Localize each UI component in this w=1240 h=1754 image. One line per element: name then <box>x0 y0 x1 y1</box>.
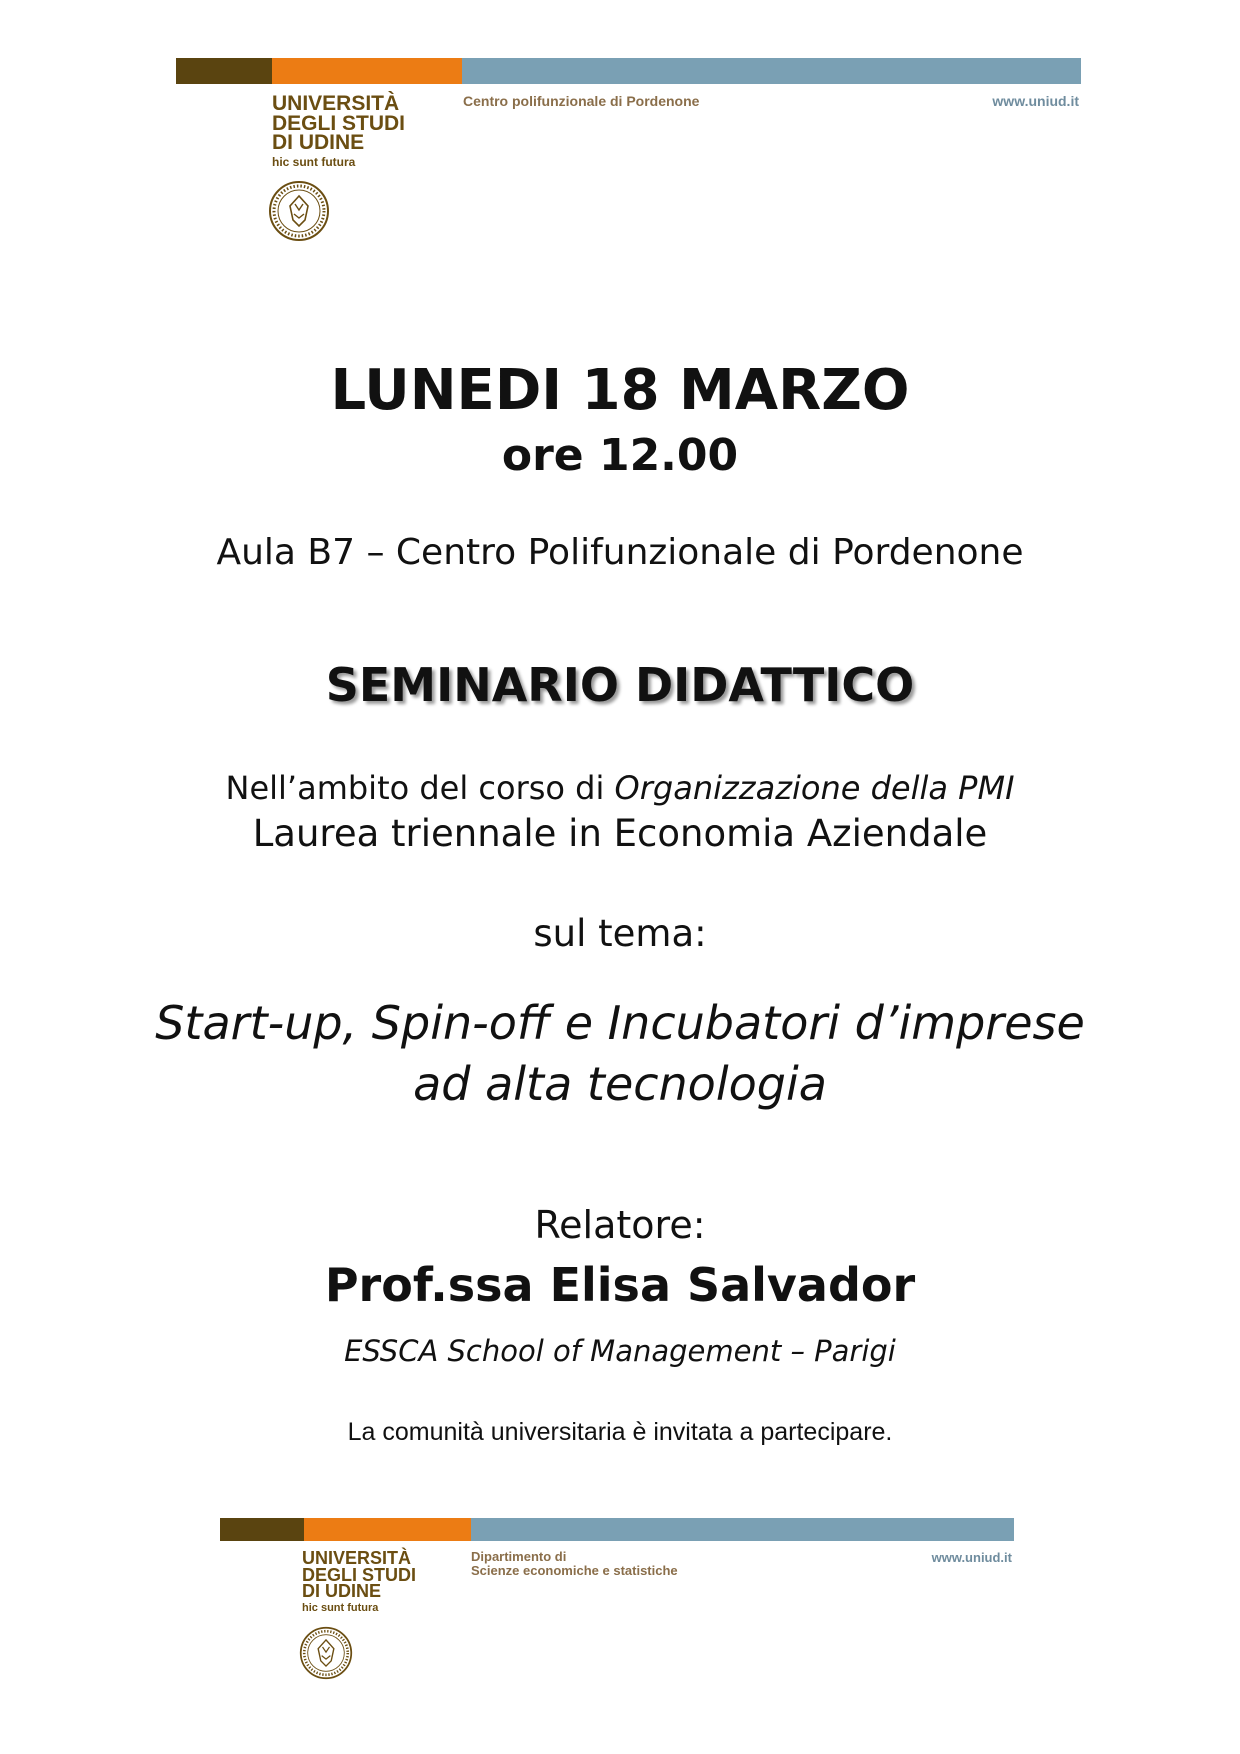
footer-url[interactable]: www.uniud.it <box>931 1550 1012 1565</box>
footer-department <box>471 1550 678 1579</box>
course-prefix: Nell’ambito del corso di <box>225 769 615 807</box>
event-time: ore 12.00 <box>501 430 739 481</box>
footer-university-logo <box>302 1550 416 1614</box>
department-line-1: Dipartimento di <box>471 1549 567 1564</box>
university-name-line: DEGLI STUDI <box>302 1564 417 1585</box>
event-type-title: SEMINARIO DIDATTICO <box>325 658 915 712</box>
speaker-name: Prof.ssa Elisa Salvador <box>324 1258 916 1312</box>
header-color-bar <box>176 58 1081 84</box>
header-bar-blue <box>462 58 1081 84</box>
topic-line-2: ad alta tecnologia <box>413 1057 827 1111</box>
university-name-line: UNIVERSITÀ <box>302 1548 412 1568</box>
footer-bar-blue <box>471 1518 1014 1541</box>
university-name-line: DI UDINE <box>272 131 365 155</box>
event-date: LUNEDI 18 MARZO <box>330 358 910 423</box>
header-university-logo <box>272 94 405 168</box>
university-name-line: DI UDINE <box>302 1581 382 1602</box>
university-motto: hic sunt futura <box>272 154 356 169</box>
header-bar-orange <box>272 58 462 84</box>
speaker-label: Relatore: <box>534 1203 706 1247</box>
event-place: Aula B7 – Centro Polifunzionale di Pordenone <box>216 532 1024 573</box>
course-line <box>0 769 1240 807</box>
footer-bar-orange <box>304 1518 471 1541</box>
footer-bar-brown <box>220 1518 304 1541</box>
university-seal-icon <box>268 180 330 242</box>
footer-color-bar <box>220 1518 1014 1541</box>
department-line-2: Scienze economiche e statistiche <box>471 1563 678 1579</box>
university-seal-icon <box>299 1626 353 1680</box>
course-name: Organizzazione della PMI <box>614 769 1015 807</box>
topic-line-1: Start-up, Spin-off e Incubatori d’imprese <box>155 996 1085 1050</box>
invitation-note: La comunità universitaria è invitata a partecipare. <box>347 1418 893 1446</box>
speaker-affiliation: ESSCA School of Management – Parigi <box>344 1334 896 1368</box>
degree-program: Laurea triennale in Economia Aziendale <box>252 812 988 855</box>
header-bar-brown <box>176 58 272 84</box>
university-name-line: UNIVERSITÀ <box>272 92 400 115</box>
header-centre-name: Centro polifunzionale di Pordenone <box>463 93 700 109</box>
university-motto: hic sunt futura <box>302 1602 379 1615</box>
university-name-line: DEGLI STUDI <box>272 111 406 135</box>
theme-label: sul tema: <box>533 912 707 955</box>
header-url[interactable]: www.uniud.it <box>992 93 1079 109</box>
